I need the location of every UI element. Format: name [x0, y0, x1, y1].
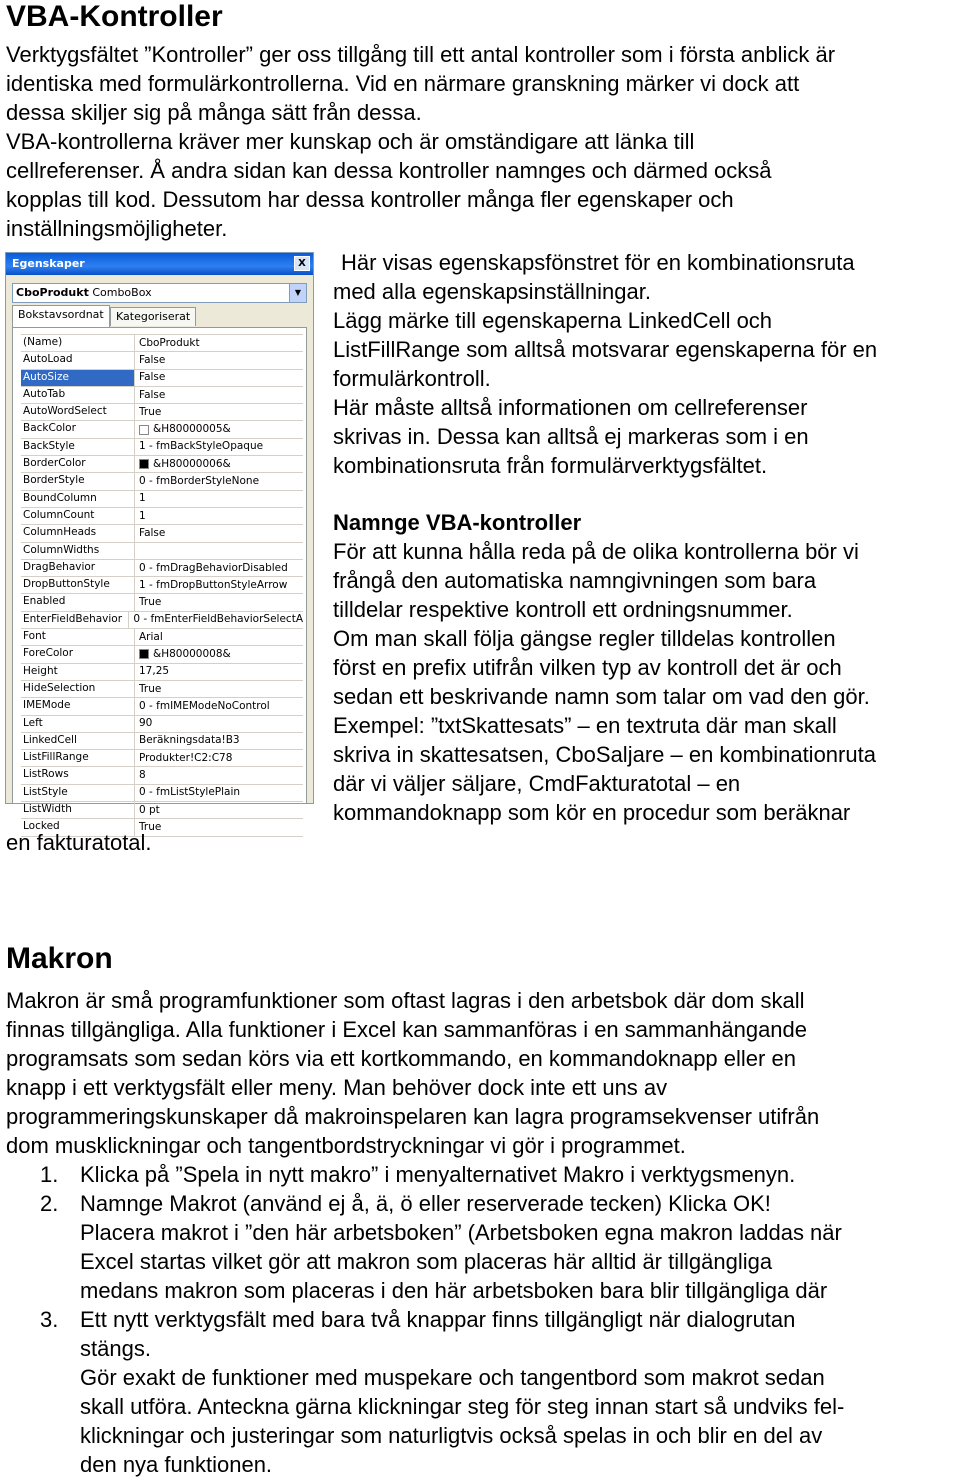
property-row[interactable]	[21, 473, 303, 490]
makron-line: knapp i ett verktygsfält eller meny. Man behöver dock inte ett uns av	[6, 1075, 668, 1100]
property-row[interactable]	[21, 439, 303, 456]
property-value[interactable]	[135, 767, 303, 783]
property-value-text: False	[139, 371, 166, 384]
property-value[interactable]	[135, 525, 303, 541]
color-swatch	[139, 425, 149, 435]
property-value-text: &H80000008&	[153, 647, 231, 660]
property-name: ColumnCount	[21, 508, 135, 524]
object-name: CboProdukt	[16, 286, 89, 299]
namnge-line: frångå den automatiska namngivningen som bara	[333, 568, 817, 593]
tab-alphabetic[interactable]: Bokstavsordnat	[12, 305, 110, 327]
property-value-text: True	[139, 405, 162, 418]
step-line: skall utföra. Anteckna gärna klickningar steg för steg innan start så undviks fel-	[80, 1394, 845, 1419]
property-value[interactable]	[135, 352, 303, 368]
property-value[interactable]	[135, 819, 303, 835]
property-value[interactable]	[135, 698, 303, 714]
namnge-line: Exempel: ”txtSkattesats” – en textruta där man skall	[333, 713, 837, 738]
close-icon[interactable]: X	[294, 256, 310, 271]
description-line: formulärkontroll.	[333, 366, 491, 391]
property-value[interactable]	[135, 421, 303, 437]
property-row[interactable]	[21, 560, 303, 577]
properties-grid	[12, 327, 307, 833]
makron-line: programmeringskunskaper då makroinspelaren kan lagra programsekvenser utifrån	[6, 1104, 820, 1129]
property-row[interactable]	[21, 508, 303, 525]
property-name: Font	[21, 629, 135, 645]
property-name: EnterFieldBehavior	[21, 612, 129, 628]
property-name: BackColor	[21, 421, 135, 437]
property-value-text: 17,25	[139, 665, 170, 678]
property-name: Left	[21, 716, 135, 732]
property-value-text: 0 - fmEnterFieldBehaviorSelectA	[133, 613, 303, 626]
property-value[interactable]	[135, 335, 303, 351]
namnge-line: först en prefix utifrån vilken typ av kontroll det är och	[333, 655, 842, 680]
property-value[interactable]	[135, 594, 303, 610]
property-value-text: 0 pt	[139, 803, 160, 816]
makron-paragraph	[6, 986, 819, 1160]
property-row[interactable]	[21, 525, 303, 542]
property-value-text: Produkter!C2:C78	[139, 751, 233, 764]
property-value[interactable]	[135, 750, 303, 766]
property-row[interactable]	[21, 802, 303, 819]
property-name: AutoTab	[21, 387, 135, 403]
property-row[interactable]	[21, 750, 303, 767]
step-number: 1.	[40, 1162, 59, 1187]
property-value-text: 1	[139, 509, 146, 522]
properties-tabs	[12, 307, 307, 327]
property-value-text: &H80000006&	[153, 457, 231, 470]
makron-line: dom musklickningar och tangentbordstryckningar vi gör i programmet.	[6, 1133, 686, 1158]
property-value[interactable]	[135, 802, 303, 818]
property-value[interactable]	[135, 560, 303, 576]
property-value[interactable]	[135, 473, 303, 489]
property-value[interactable]	[135, 387, 303, 403]
intro-paragraph	[6, 40, 835, 243]
property-row[interactable]	[21, 543, 303, 560]
property-name: ListFillRange	[21, 750, 135, 766]
namnge-heading: Namnge VBA-kontroller	[333, 510, 582, 535]
property-value[interactable]	[135, 629, 303, 645]
intro-line: identiska med formulärkontrollerna. Vid en närmare granskning märker vi dock att	[6, 71, 800, 96]
property-name: DragBehavior	[21, 560, 135, 576]
property-row[interactable]	[21, 491, 303, 508]
property-value-text: 1	[139, 492, 146, 505]
description-line: kombinationsruta från formulärverktygsfältet.	[333, 453, 768, 478]
step-line: Excel startas vilket gör att makron som placeras här alltid är tillgängliga	[80, 1249, 773, 1274]
property-name: HideSelection	[21, 681, 135, 697]
property-row[interactable]	[21, 629, 303, 646]
intro-line: VBA-kontrollerna kräver mer kunskap och är omständigare att länka till	[6, 129, 695, 154]
property-value-text: 0 - fmListStylePlain	[139, 786, 241, 799]
property-value-text: Arial	[139, 630, 163, 643]
property-value-text: True	[139, 596, 162, 609]
property-name: ColumnWidths	[21, 543, 135, 559]
property-value-text: True	[139, 820, 162, 833]
step-line: Ett nytt verktygsfält med bara två knappar finns tillgängligt när dialogrutan	[80, 1307, 796, 1332]
property-value-text: False	[139, 353, 166, 366]
namnge-tail: en fakturatotal.	[6, 830, 152, 855]
property-name: AutoWordSelect	[21, 404, 135, 420]
description-line: Här visas egenskapsfönstret för en kombinationsruta	[341, 250, 855, 275]
property-row[interactable]	[21, 664, 303, 681]
properties-title-bar	[6, 253, 313, 275]
intro-line: Verktygsfältet ”Kontroller” ger oss tillgång till ett antal kontroller som i första anblick är	[6, 42, 836, 67]
description-line: Lägg märke till egenskaperna LinkedCell och	[333, 308, 773, 333]
property-value[interactable]	[135, 508, 303, 524]
property-name: (Name)	[21, 335, 135, 351]
namnge-line: kommandoknapp som kör en procedur som beräknar	[333, 800, 851, 825]
step-number: 3.	[40, 1307, 59, 1332]
property-name: BackStyle	[21, 439, 135, 455]
intro-line: dessa skiljer sig på många sätt från dessa.	[6, 100, 422, 125]
property-name: AutoLoad	[21, 352, 135, 368]
step-number: 2.	[40, 1191, 59, 1216]
property-row[interactable]	[21, 421, 303, 438]
property-name: BorderColor	[21, 456, 135, 472]
property-name: ListStyle	[21, 785, 135, 801]
step-line: Placera makrot i ”den här arbetsboken” (Arbetsboken egna makron laddas när	[80, 1220, 842, 1245]
property-name: ForeColor	[21, 646, 135, 662]
namnge-line: sedan ett beskrivande namn som talar om vad den gör.	[333, 684, 870, 709]
page-title: VBA-Kontroller	[6, 0, 223, 33]
property-value[interactable]	[135, 577, 303, 593]
property-value[interactable]	[135, 543, 303, 559]
property-value-text: 1 - fmBackStyleOpaque	[139, 440, 264, 453]
property-row[interactable]	[21, 370, 303, 387]
properties-rows	[21, 334, 303, 837]
property-name: Locked	[21, 819, 135, 835]
property-name: BorderStyle	[21, 473, 135, 489]
property-value-text: True	[139, 682, 162, 695]
properties-window	[5, 252, 314, 833]
intro-line: cellreferenser. Å andra sidan kan dessa kontroller namnges och därmed också	[6, 158, 772, 183]
property-row[interactable]	[21, 456, 303, 473]
property-name: BoundColumn	[21, 491, 135, 507]
description-line: med alla egenskapsinställningar.	[333, 279, 651, 304]
property-row[interactable]	[21, 785, 303, 802]
object-type: ComboBox	[92, 286, 152, 299]
property-value-text: 0 - fmIMEModeNoControl	[139, 699, 270, 712]
property-row[interactable]	[21, 387, 303, 404]
property-value[interactable]	[135, 439, 303, 455]
description-line: skrivas in. Dessa kan alltså ej markeras som i en	[333, 424, 809, 449]
property-row[interactable]	[21, 577, 303, 594]
property-value-text: 8	[139, 769, 146, 782]
tab-categorized[interactable]: Kategoriserat	[110, 307, 196, 326]
property-row[interactable]	[21, 646, 303, 663]
property-value[interactable]	[135, 681, 303, 697]
property-row[interactable]	[21, 594, 303, 611]
color-swatch	[139, 649, 149, 659]
namnge-line: tilldelar respektive kontroll ett ordningsnummer.	[333, 597, 793, 622]
chevron-down-icon[interactable]: ▼	[289, 284, 306, 302]
property-name: ListRows	[21, 767, 135, 783]
property-value[interactable]	[129, 612, 303, 628]
property-value-text: 0 - fmBorderStyleNone	[139, 475, 260, 488]
properties-title: Egenskaper	[12, 257, 85, 270]
step-line: den nya funktionen.	[80, 1452, 273, 1477]
property-value[interactable]	[135, 664, 303, 680]
namnge-section	[333, 508, 876, 827]
property-name: Enabled	[21, 594, 135, 610]
namnge-line: För att kunna hålla reda på de olika kontrollerna bör vi	[333, 539, 859, 564]
property-name: LinkedCell	[21, 733, 135, 749]
property-value-text: 90	[139, 717, 153, 730]
property-name: ColumnHeads	[21, 525, 135, 541]
makron-line: finnas tillgängliga. Alla funktioner i Excel kan sammanföras i en sammanhängande	[6, 1017, 808, 1042]
property-value[interactable]	[135, 491, 303, 507]
property-row[interactable]	[21, 733, 303, 750]
step-line: stängs.	[80, 1336, 151, 1361]
intro-line: kopplas till kod. Dessutom har dessa kontroller många fler egenskaper och	[6, 187, 734, 212]
property-value-text: CboProdukt	[139, 336, 200, 349]
makron-heading: Makron	[6, 942, 113, 975]
property-name: AutoSize	[21, 370, 135, 386]
property-row[interactable]	[21, 335, 303, 352]
namnge-line: Om man skall följa gängse regler tilldelas kontrollen	[333, 626, 836, 651]
property-value-text: False	[139, 526, 166, 539]
property-value-text: Beräkningsdata!B3	[139, 734, 240, 747]
makron-line: Makron är små programfunktioner som oftast lagras i den arbetsbok där dom skall	[6, 988, 805, 1013]
property-row[interactable]	[21, 612, 303, 629]
property-row[interactable]	[21, 767, 303, 784]
step-line: Namnge Makrot (använd ej å, ä, ö eller reserverade tecken) Klicka OK!	[80, 1191, 771, 1216]
property-name: Height	[21, 664, 135, 680]
namnge-line: där vi väljer säljare, CmdFakturatotal – en	[333, 771, 741, 796]
property-value[interactable]	[135, 370, 303, 386]
step-line: klickningar och justeringar som naturligtvis också spelas in och blir en del av	[80, 1423, 823, 1448]
property-name: DropButtonStyle	[21, 577, 135, 593]
step-line: Klicka på ”Spela in nytt makro” i menyalternativet Makro i verktygsmenyn.	[80, 1162, 796, 1187]
step-line: Gör exakt de funktioner med muspekare och tangentbord som makrot sedan	[80, 1365, 825, 1390]
property-row[interactable]	[21, 716, 303, 733]
makron-line: programsats som sedan körs via ett kortkommando, en kommandoknapp eller en	[6, 1046, 796, 1071]
property-value-text: 0 - fmDragBehaviorDisabled	[139, 561, 288, 574]
property-row[interactable]	[21, 698, 303, 715]
property-value[interactable]	[135, 404, 303, 420]
intro-line: inställningsmöjligheter.	[6, 216, 228, 241]
property-row[interactable]	[21, 404, 303, 421]
property-row[interactable]	[21, 681, 303, 698]
property-value[interactable]	[135, 716, 303, 732]
object-selector[interactable]	[12, 283, 307, 303]
color-swatch	[139, 459, 149, 469]
property-value-text: &H80000005&	[153, 423, 231, 436]
property-value-text: False	[139, 388, 166, 401]
property-name: ListWidth	[21, 802, 135, 818]
description-line: ListFillRange som alltså motsvarar egenskaperna för en	[333, 337, 878, 362]
property-value[interactable]	[135, 733, 303, 749]
description-line: Här måste alltså informationen om cellreferenser	[333, 395, 808, 420]
namnge-line: skriva in skattesatsen, CboSaljare – en kombinationruta	[333, 742, 876, 767]
property-value[interactable]	[135, 456, 303, 472]
properties-description	[333, 248, 877, 480]
property-value[interactable]	[135, 646, 303, 662]
property-row[interactable]	[21, 352, 303, 369]
property-value[interactable]	[135, 785, 303, 801]
property-value-text: 1 - fmDropButtonStyleArrow	[139, 578, 288, 591]
property-name: IMEMode	[21, 698, 135, 714]
step-line: medans makron som placeras i den här arbetsboken bara blir tillgängliga där	[80, 1278, 828, 1303]
